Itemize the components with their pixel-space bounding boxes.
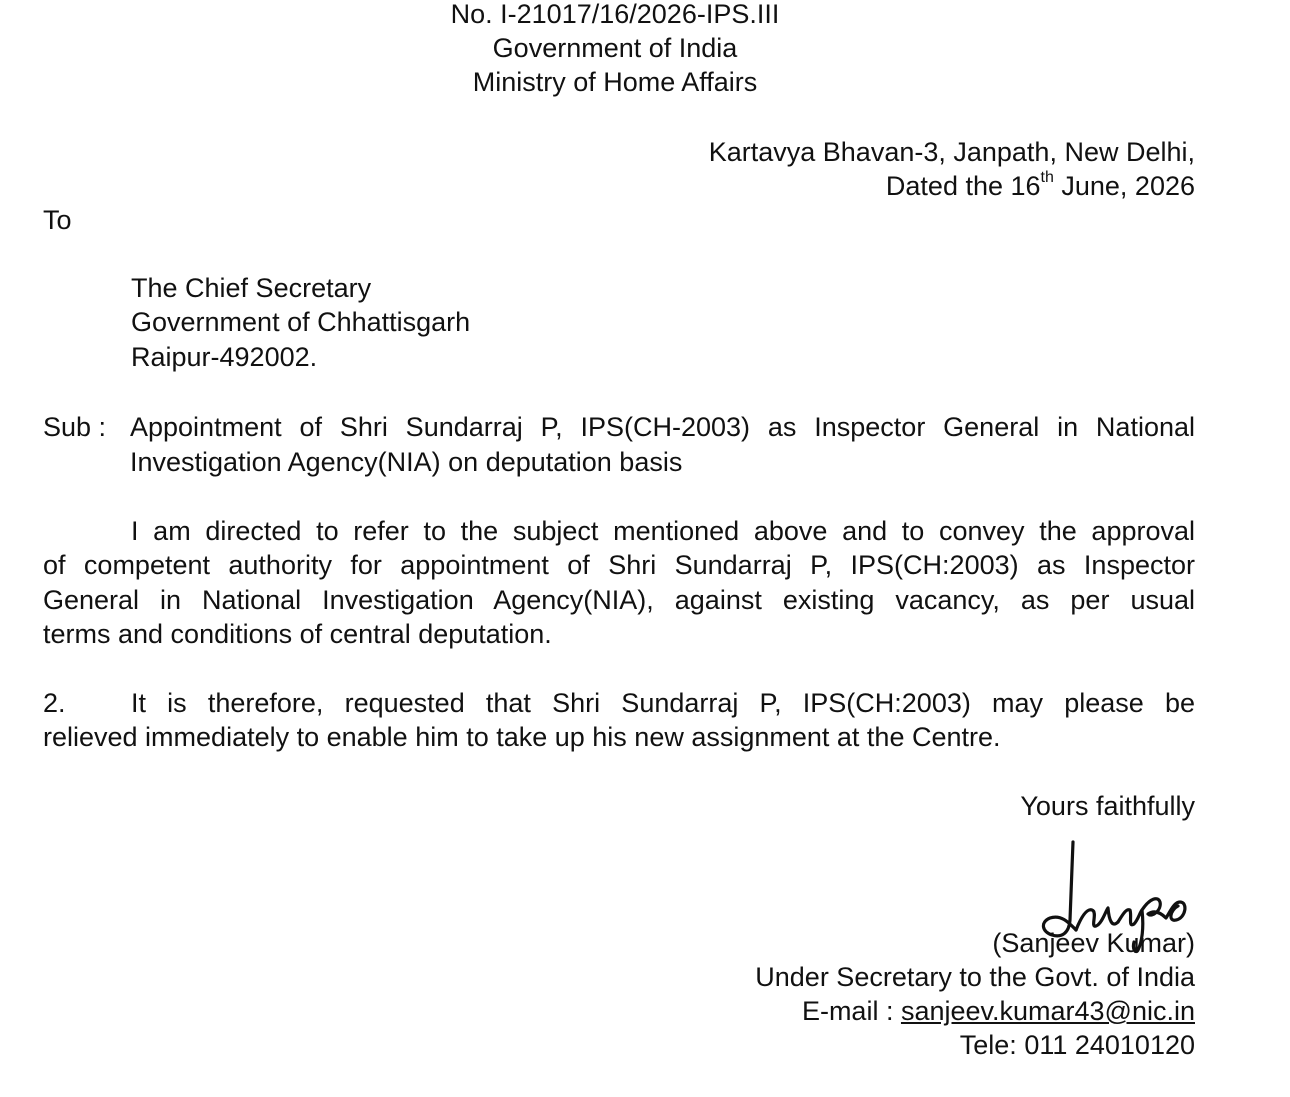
recipient-line-2: Government of Chhattisgarh xyxy=(131,307,471,337)
para1-line-1: I am directed to refer to the subject mentioned above and to convey the approval xyxy=(131,516,1195,546)
subject-line-2: Investigation Agency(NIA) on deputation basis xyxy=(130,447,683,477)
email-line xyxy=(802,994,1195,1029)
email-label: E-mail : xyxy=(801,996,901,1026)
closing-salutation: Yours faithfully xyxy=(1020,791,1195,821)
date-line xyxy=(886,169,1195,204)
email-link[interactable]: sanjeev.kumar43@nic.in xyxy=(900,996,1195,1026)
place-line: Kartavya Bhavan-3, Janpath, New Delhi, xyxy=(708,137,1195,167)
signatory-name: (Sanjeev Kumar) xyxy=(992,928,1195,958)
para1-line-3: General in National Investigation Agency(NIA), against existing vacancy, as per usual xyxy=(43,585,1195,615)
recipient-line-3: Raipur-492002. xyxy=(131,342,318,372)
date-suffix: June, 2026 xyxy=(1053,171,1195,201)
subject-label: Sub : xyxy=(43,412,107,442)
file-number: No. I-21017/16/2026-IPS.III xyxy=(450,0,780,29)
recipient-line-1: The Chief Secretary xyxy=(131,273,372,303)
signatory-designation: Under Secretary to the Govt. of India xyxy=(755,962,1195,992)
to-label: To xyxy=(43,205,72,235)
para1-line-2: of competent authority for appointment of Shri Sundarraj P, IPS(CH:2003) as Inspector xyxy=(43,550,1195,580)
subject-line-1: Appointment of Shri Sundarraj P, IPS(CH-2003) as Inspector General in National xyxy=(130,412,1195,442)
telephone-line: Tele: 011 24010120 xyxy=(959,1030,1195,1060)
para2-number: 2. xyxy=(43,688,66,718)
para2-line-1: It is therefore, requested that Shri Sundarraj P, IPS(CH:2003) may please be xyxy=(131,688,1195,718)
government-title: Government of India xyxy=(492,33,738,63)
para2-line-2: relieved immediately to enable him to take up his new assignment at the Centre. xyxy=(43,722,1001,752)
date-prefix: Dated the 16 xyxy=(885,171,1041,201)
para1-line-4: terms and conditions of central deputation. xyxy=(43,619,552,649)
date-superscript: th xyxy=(1040,169,1054,186)
ministry-title: Ministry of Home Affairs xyxy=(472,67,758,97)
